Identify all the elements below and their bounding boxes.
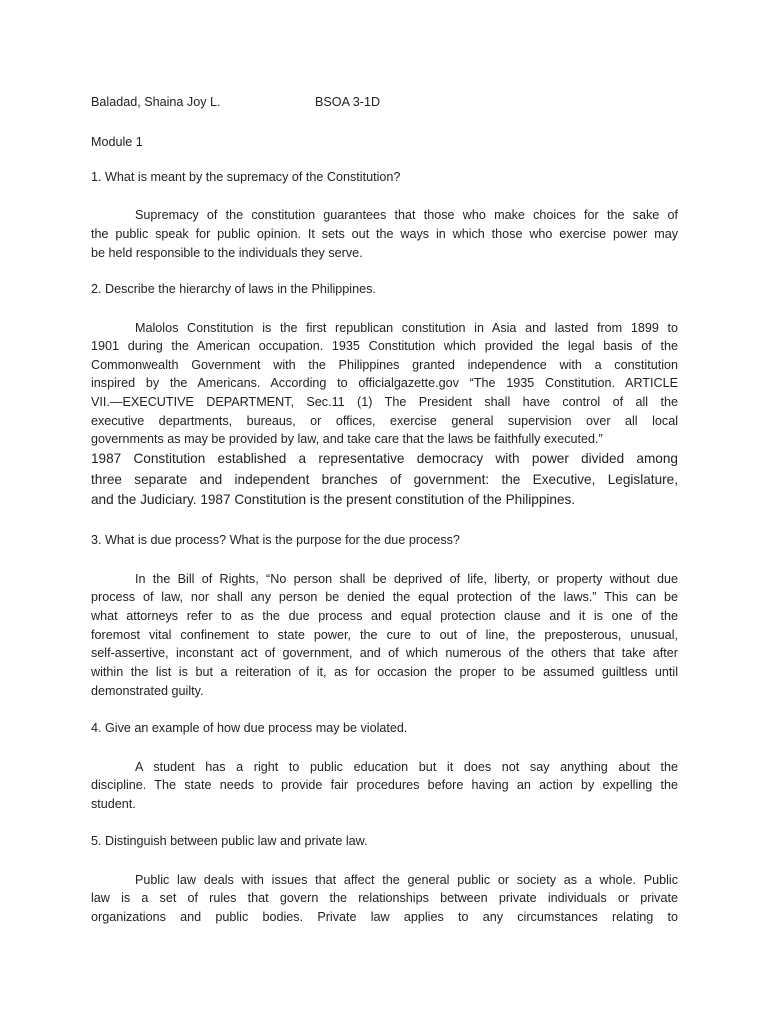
answer-4-line: student.	[91, 797, 136, 811]
question-3: 3. What is due process? What is the purpose for the due process?	[91, 533, 460, 547]
answer-3-line: within the list is but a reiteration of it, as for occasion the proper to be assumed guiltless until	[91, 665, 678, 679]
document-page	[91, 0, 678, 1024]
student-section: BSOA 3-1D	[315, 95, 381, 109]
answer-5-line: organizations and public bodies. Private law applies to any circumstances relating to	[91, 910, 678, 924]
student-name: Baladad, Shaina Joy L.	[91, 95, 221, 109]
answer-3-line: self-assertive, inconstant act of government, and of which numerous of the others that take after	[91, 646, 678, 660]
answer-4-line: A student has a right to public education but it does not say anything about the	[135, 760, 678, 774]
question-5: 5. Distinguish between public law and private law.	[91, 834, 368, 848]
answer-1-line: Supremacy of the constitution guarantees that those who make choices for the sake of	[135, 208, 678, 222]
answer-2-line: 1987 Constitution established a representative democracy with power divided among	[91, 451, 678, 466]
answer-5-line: law is a set of rules that govern the relationships between private individuals or private	[91, 891, 678, 905]
question-1: 1. What is meant by the supremacy of the Constitution?	[91, 170, 401, 184]
answer-5-line: Public law deals with issues that affect the general public or society as a whole. Public	[135, 873, 678, 887]
answer-2-line: inspired by the Americans. According to officialgazette.gov “The 1935 Constitution. ARTICLE	[91, 376, 678, 390]
answer-3-line: what attorneys refer to as the due process and equal protection clause and it is one of the	[91, 609, 678, 623]
question-2: 2. Describe the hierarchy of laws in the Philippines.	[91, 282, 376, 296]
answer-2-line: three separate and independent branches of government: the Executive, Legislature,	[91, 472, 678, 487]
answer-2-line: and the Judiciary. 1987 Constitution is the present constitution of the Philippines.	[91, 492, 576, 507]
answer-3-line: demonstrated guilty.	[91, 684, 204, 698]
question-4: 4. Give an example of how due process may be violated.	[91, 721, 408, 735]
module-title: Module 1	[91, 135, 143, 149]
answer-2-line: VII.—EXECUTIVE DEPARTMENT, Sec.11 (1) The President shall have control of all the	[91, 395, 678, 409]
answer-3-line: In the Bill of Rights, “No person shall be deprived of life, liberty, or property without due	[135, 572, 678, 586]
answer-4-line: discipline. The state needs to provide fair procedures before having an action by expelling the	[91, 778, 678, 792]
answer-3-line: process of law, nor shall any person be denied the equal protection of the laws.” This can be	[91, 590, 678, 604]
answer-1-line: the public speak for public opinion. It sets out the ways in which those who exercise power may	[91, 227, 678, 241]
answer-2-line: Malolos Constitution is the first republican constitution in Asia and lasted from 1899 to	[135, 321, 678, 335]
answer-1-line: be held responsible to the individuals they serve.	[91, 246, 363, 260]
answer-3-line: foremost vital confinement to state power, the cure to out of line, the preposterous, unusual,	[91, 628, 678, 642]
answer-2-line: 1901 during the American occupation. 1935 Constitution which provided the legal basis of the	[91, 339, 678, 353]
answer-2-line: governments as may be provided by law, and take care that the laws be faithfully executed.”	[91, 432, 603, 446]
answer-2-line: executive departments, bureaus, or offices, exercise general supervision over all local	[91, 414, 678, 428]
answer-2-line: Commonwealth Government with the Philippines granted independence with a constitution	[91, 358, 678, 372]
